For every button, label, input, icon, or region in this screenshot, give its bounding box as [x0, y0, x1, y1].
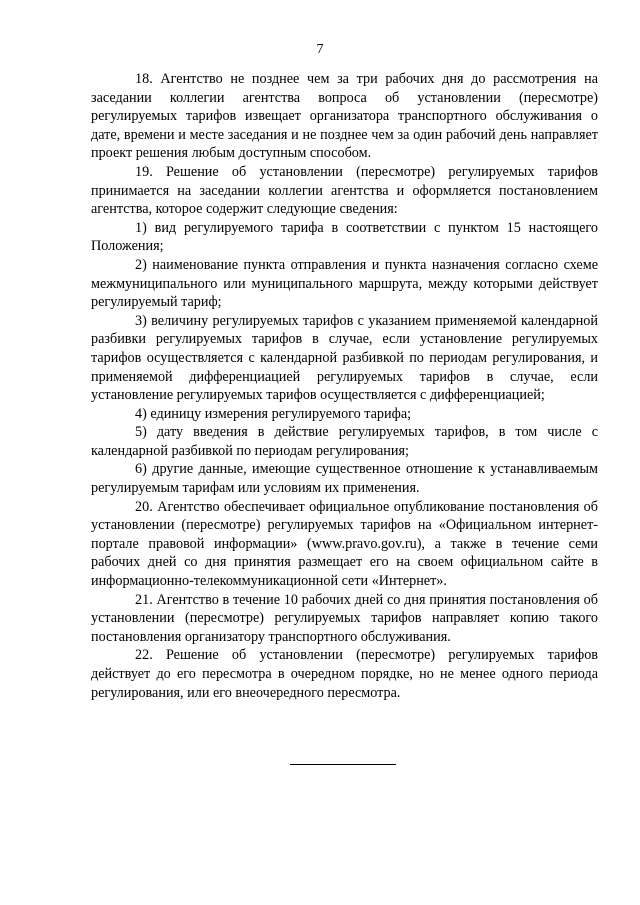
list-item-2: 2) наименование пункта отправления и пункта назначения согласно схеме межмуниципального или муниципального маршрута, между которыми действует регулируемый тариф;	[91, 256, 598, 311]
end-of-document-rule	[290, 764, 396, 765]
page-number: 7	[316, 42, 324, 57]
list-item-6: 6) другие данные, имеющие существенное отношение к устанавливаемым регулируемым тарифам или условиям их применения.	[91, 461, 598, 497]
paragraph-19: 19. Решение об установлении (пересмотре) регулируемых тарифов принимается на заседании коллегии агентства и оформляется постановлением агентства, которое содержит следующие сведения:	[91, 163, 598, 218]
paragraph-22: 22. Решение об установлении (пересмотре) регулируемых тарифов действует до его пересмотра в очередном порядке, но не менее одного периода регулирования, или его внеочередного пересмотра.	[91, 647, 598, 701]
paragraph-18: 18. Агентство не позднее чем за три рабочих дня до рассмотрения на заседании коллегии агентства вопроса об установлении (пересмотре) регулируемых тарифов извещает организатора транспортного обслуживания о дате, времени и месте заседания и не позднее чем за один рабочий день направляет проект решения любым доступным способом.	[91, 71, 598, 162]
list-item-4: 4) единицу измерения регулируемого тарифа;	[135, 405, 412, 422]
list-item-5: 5) дату введения в действие регулируемых тарифов, в том числе с календарной разбивкой по периодам регулирования;	[91, 424, 598, 459]
list-item-1: 1) вид регулируемого тарифа в соответствии с пунктом 15 настоящего Положения;	[91, 219, 598, 255]
list-item-3: 3) величину регулируемых тарифов с указанием применяемой календарной разбивки регулируемых тарифов в случае, если установление регулируемых тарифов осуществляется с календарной разбивкой по периодам регулирования, и применяемой дифференциацией регулируемых тарифов в случае, если установление регулируемых тарифов осуществляется с дифференциацией;	[91, 312, 598, 404]
paragraph-21: 21. Агентство в течение 10 рабочих дней со дня принятия постановления об установлении (пересмотре) регулируемых тарифов направляет копию такого постановления организатору транспортного обслуживания.	[91, 591, 598, 645]
paragraph-20: 20. Агентство обеспечивает официальное опубликование постановления об установлении (пересмотре) регулируемых тарифов на «Официальном интернет-портале правовой информации» (www.pravo.gov.ru), а также в течение семи рабочих дней со дня принятия размещает его на своем официальном сайте в информационно-телекоммуникационной сети «Интернет».	[91, 498, 598, 590]
document-body	[91, 70, 598, 702]
